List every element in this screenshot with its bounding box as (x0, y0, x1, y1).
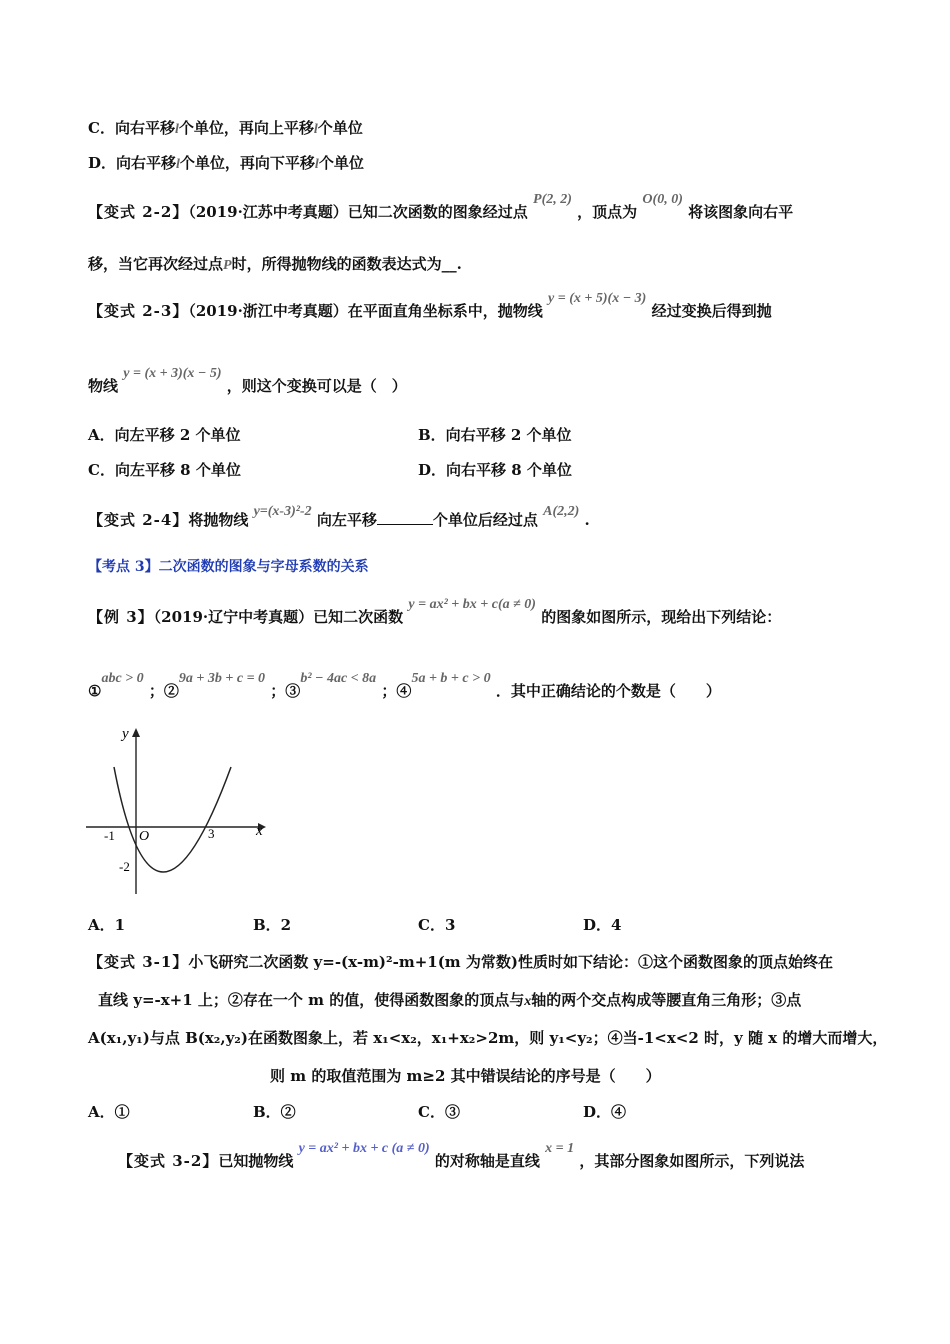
example-3-option-d: D．4 (583, 916, 622, 934)
parabola-formula-1: y = (x + 5)(x − 3) (548, 291, 647, 306)
variant-3-1-line2: 直线 y=-x+1 上；②存在一个 m 的值，使得函数图象的顶点与x轴的两个交点构成等腰直角三角形；③点 (98, 991, 802, 1009)
variant-2-2-line1: 【变式 2-2】（2019·江苏中考真题）已知二次函数的图象经过点 P(2, 2) ，顶点为 O(0, 0) 将该图象向右平 (88, 192, 794, 221)
example-3-option-a: A．1 (88, 916, 126, 934)
parabola-formula-4: y = ax² + bx + c (a ≠ 0) (298, 1141, 430, 1156)
variant-3-1-option-a: A．① (88, 1103, 130, 1121)
variant-3-2-line: 【变式 3-2】已知抛物线 y = ax² + bx + c (a ≠ 0) 的对称轴是直线 x = 1 ，其部分图象如图所示，下列说法 (118, 1141, 805, 1170)
parabola-graph (84, 722, 274, 900)
section-heading-3: 【考点 3】二次函数的图象与字母系数的关系 (88, 559, 369, 575)
option-d-line: D．向右平移l个单位，再向下平移l个单位 (88, 154, 364, 172)
tick-label-neg2: -2 (119, 859, 130, 874)
variant-3-1-option-c: C．③ (418, 1103, 460, 1121)
variant-2-3-line1: 【变式 2-3】（2019·浙江中考真题）在平面直角坐标系中，抛物线 y = (x + 5)(x − 3) 经过变换后得到抛 (88, 291, 772, 320)
variant-3-1-line1: 【变式 3-1】小飞研究二次函数 y=-(x-m)²-m+1(m 为常数)性质时如下结论：①这个函数图象的顶点始终在 (88, 953, 833, 971)
y-axis-label: y (122, 726, 129, 742)
parabola-curve (114, 767, 231, 872)
point-p-formula: P(2, 2) (533, 192, 572, 207)
variant-2-3-option-b: B．向右平移 2 个单位 (418, 426, 572, 444)
variant-2-3-line2: 物线 y = (x + 3)(x − 5) ，则这个变换可以是（ ） (88, 366, 407, 395)
quadratic-formula: y = ax² + bx + c(a ≠ 0) (408, 597, 536, 612)
answer-blank (377, 509, 433, 525)
example-3-option-b: B．2 (253, 916, 292, 934)
variant-2-3-option-d: D．向右平移 8 个单位 (418, 461, 572, 479)
origin-label: O (139, 829, 150, 844)
point-a-formula: A(2,2) (543, 504, 580, 519)
tick-label-neg1: -1 (104, 828, 115, 843)
example-3-line1: 【例 3】（2019·辽宁中考真题）已知二次函数 y = ax² + bx + c(a ≠ 0) 的图象如图所示，现给出下列结论： (88, 597, 782, 626)
x-axis-label: x (256, 823, 263, 839)
variant-3-1-line3: A(x₁,y₁)与点 B(x₂,y₂)在函数图象上，若 x₁<x₂，x₁+x₂>2m，则 y₁<y₂；④当-1<x<2 时，y 随 x 的增大而增大， (88, 1029, 888, 1047)
axis-of-symmetry-formula: x = 1 (545, 1141, 575, 1156)
tick-label-3: 3 (208, 826, 215, 841)
option-c-line: C．向右平移l个单位，再向上平移l个单位 (88, 119, 363, 137)
y-axis-arrow (132, 728, 140, 737)
parabola-formula-2: y = (x + 3)(x − 5) (123, 366, 222, 381)
point-o-formula: O(0, 0) (642, 192, 683, 207)
variant-2-3-option-c: C．向左平移 8 个单位 (88, 461, 241, 479)
variant-2-2-line2: 移，当它再次经过点P时，所得抛物线的函数表达式为__. (88, 255, 462, 273)
variant-3-1-option-b: B．② (253, 1103, 296, 1121)
example-3-option-c: C．3 (418, 916, 456, 934)
variant-3-1-line4: 则 m 的取值范围为 m≥2 其中错误结论的序号是（ ） (270, 1067, 661, 1085)
variant-3-1-option-d: D．④ (583, 1103, 627, 1121)
variant-2-3-option-a: A．向左平移 2 个单位 (88, 426, 241, 444)
parabola-formula-3: y=(x-3)²-2 (253, 504, 312, 519)
variant-2-4-line: 【变式 2-4】将抛物线 y=(x-3)²-2 向左平移 个单位后经过点 A(2,2) . (88, 504, 590, 529)
example-3-line2: ①abc > 0 ；②9a + 3b + c = 0 ；③b² − 4ac < 8a ；④5a + b + c > 0 ．其中正确结论的个数是（ ） (88, 671, 721, 700)
